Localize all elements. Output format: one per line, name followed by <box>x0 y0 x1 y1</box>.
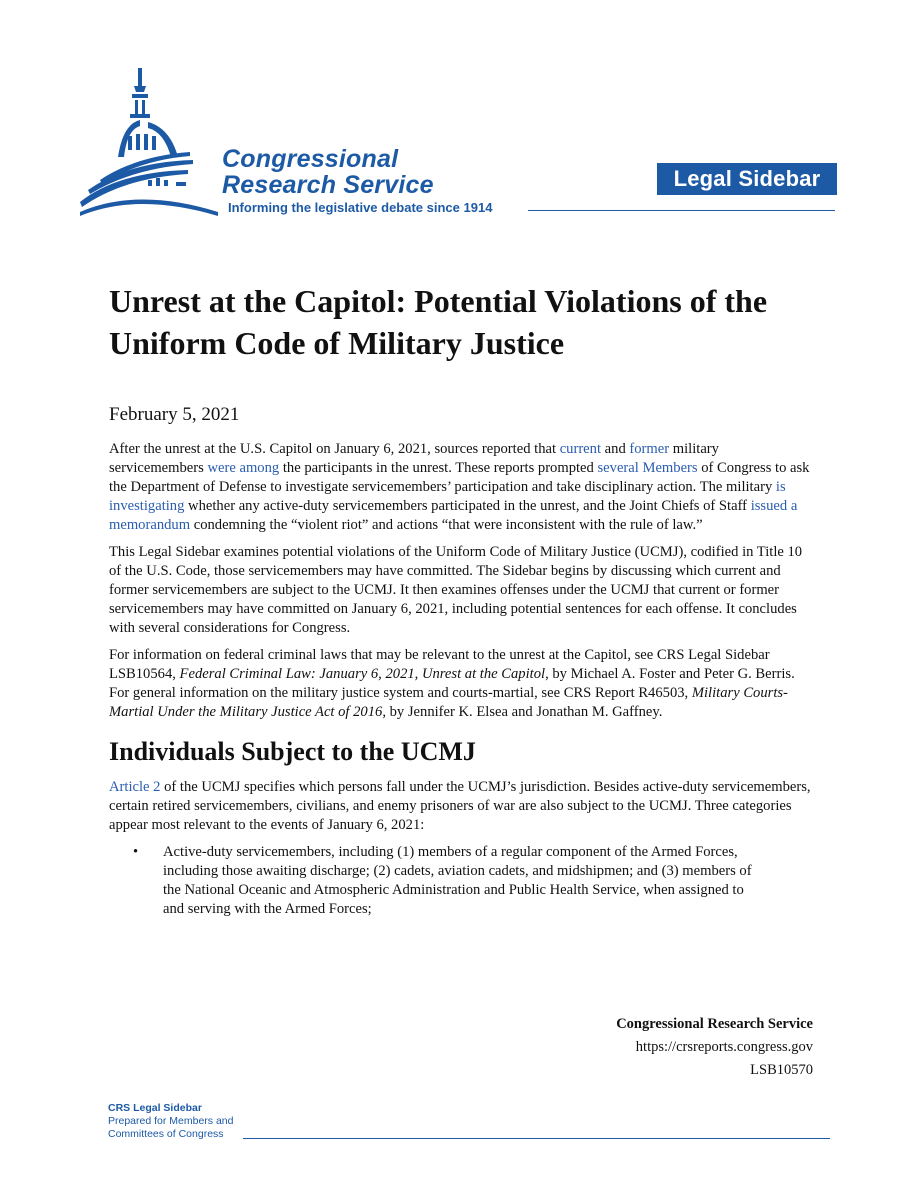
org-name-line2: Research Service <box>222 171 434 199</box>
link-former[interactable]: former <box>629 441 670 457</box>
link-several[interactable]: several <box>597 460 639 476</box>
bullet-item <box>133 843 753 919</box>
paragraph-text: of Congress to ask the Department of Defense to investigate servicemembers’ participation and take disciplinary action. The military <box>109 460 810 495</box>
document-title: Unrest at the Capitol: Potential Violations of the Uniform Code of Military Justice <box>109 283 768 361</box>
paragraph-text: , by Jennifer K. Elsea and Jonathan M. Gaffney. <box>382 704 663 720</box>
paragraph-intro <box>109 440 817 535</box>
footer-url[interactable]: https://crsreports.congress.gov <box>635 1039 813 1055</box>
paragraph-text: the participants in the unrest. These reports prompted <box>279 460 598 476</box>
footer-left <box>108 1102 233 1141</box>
footer-left-title: CRS Legal Sidebar <box>108 1102 202 1114</box>
link-were-among[interactable]: were among <box>207 460 280 476</box>
footer-divider <box>243 1138 830 1139</box>
paragraph-text: For information on federal criminal laws that may be relevant to the unrest at the Capitol, see CRS Legal Sidebar LSB10564, <box>109 647 770 682</box>
footer-org: Congressional Research Service <box>616 1016 813 1032</box>
capitol-dome-logo <box>78 62 223 222</box>
footer-left-line: Prepared for Members and <box>108 1115 234 1127</box>
paragraph-article-2 <box>109 778 817 835</box>
paragraph-text: After the unrest at the U.S. Capitol on January 6, 2021, sources reported that <box>109 441 560 457</box>
legal-sidebar-badge: Legal Sidebar <box>657 163 837 195</box>
paragraph-text: , by Michael A. Foster and Peter G. Berris. For general information on the military justice system and courts-martial, see CRS Report R46503, <box>109 666 795 701</box>
link-members[interactable]: Members <box>642 460 698 476</box>
tagline-divider <box>528 210 835 211</box>
document-body <box>109 440 817 919</box>
section-heading: Individuals Subject to the UCMJ <box>109 737 476 766</box>
org-name-line1: Congressional <box>222 145 399 173</box>
footer-left-line: Committees of Congress <box>108 1128 224 1140</box>
link-current[interactable]: current <box>559 441 602 457</box>
crs-tagline: Informing the legislative debate since 1914 <box>228 200 493 215</box>
document-date: February 5, 2021 <box>109 404 240 425</box>
link-is-investigating[interactable]: is investigating <box>109 479 786 514</box>
paragraph-text: condemning the “violent riot” and actions “that were inconsistent with the rule of law.” <box>190 517 703 533</box>
paragraph-related-reports <box>109 646 817 722</box>
paragraph-text: whether any active-duty servicemembers participated in the unrest, and the Joint Chiefs of Staff <box>184 498 751 514</box>
report-title: Federal Criminal Law: January 6, 2021, Unrest at the Capitol <box>179 666 546 682</box>
report-title: Military Courts-Martial Under the Military Justice Act of 2016 <box>109 685 788 720</box>
paragraph-text: of the UCMJ specifies which persons fall under the UCMJ’s jurisdiction. Besides active-duty servicemembers, certain retired servicemembers, civilians, and enemy prisoners of war are also subject to the UCMJ. Three categories appear most relevant to the events of January 6, 2021: <box>109 779 811 833</box>
bullet-text: Active-duty servicemembers, including (1) members of a regular component of the Armed Forces, including those awaiting discharge; (2) cadets, aviation cadets, and midshipmen; and (3) members of the National Oceanic and Atmospheric Administration and Public Health Service, when assigned to and serving with the Armed Forces; <box>163 844 752 917</box>
paragraph-text: military servicemembers <box>109 441 719 476</box>
bullet-symbol: • <box>133 844 139 860</box>
crs-wordmark <box>222 146 434 198</box>
link-article-2[interactable]: Article 2 <box>109 779 161 795</box>
link-issued-memorandum[interactable]: issued a memorandum <box>109 498 798 533</box>
footer-info <box>616 1013 813 1082</box>
paragraph-text: and <box>601 441 630 457</box>
footer-report-id: LSB10570 <box>750 1062 813 1078</box>
paragraph-overview: This Legal Sidebar examines potential violations of the Uniform Code of Military Justice (UCMJ), codified in Title 10 of the U.S. Code, those servicemembers may have committed. The Sidebar begins by discussing which current and former servicemembers are subject to the UCMJ. It then examines offenses under the UCMJ that current or former servicemembers may have committed on January 6, 2021, including potential sentences for each offense. It concludes with several considerations for Congress. <box>109 544 803 636</box>
